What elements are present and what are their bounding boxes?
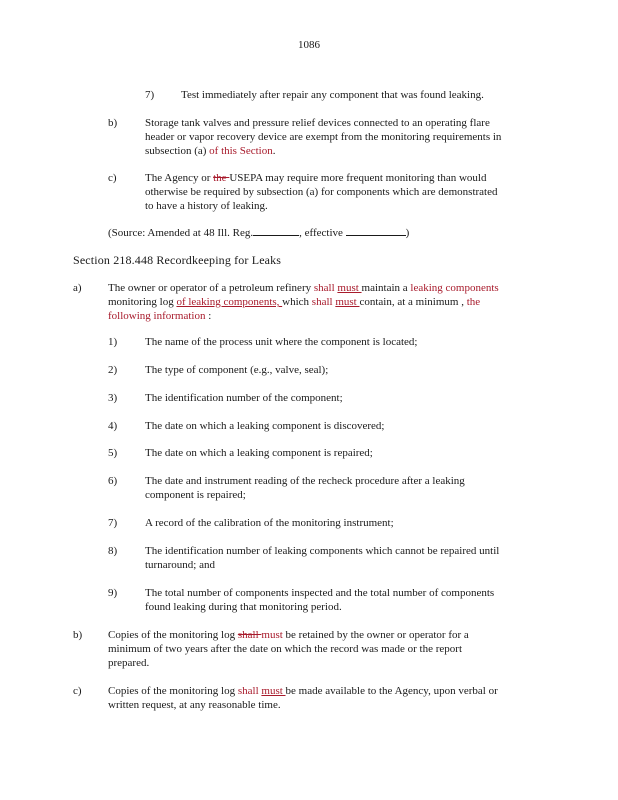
text-line — [108, 628, 469, 642]
text-run: maintain a — [361, 282, 411, 294]
text-line — [108, 281, 499, 295]
list-item-number: 4) — [108, 420, 118, 432]
text-run: ) — [405, 227, 410, 239]
inserted-text: shall — [311, 296, 333, 308]
list-item-text: A record of the calibration of the monitoring instrument; — [145, 517, 394, 529]
text-run: contain, at a minimum — [359, 296, 459, 308]
list-item-number: 3) — [108, 392, 118, 404]
list-item-number: 1) — [108, 336, 118, 348]
subsection-label: a) — [73, 282, 82, 294]
list-item-text — [145, 544, 499, 572]
text-run: The owner or operator of a petroleum refinery — [108, 282, 314, 294]
text-line: otherwise be required by subsection (a) for components which are demonstrated — [145, 186, 498, 198]
inserted-text: shall — [237, 685, 259, 697]
list-item-text — [145, 586, 494, 614]
text-line — [108, 295, 499, 309]
subsection-b-text — [145, 116, 501, 158]
blank-field — [346, 225, 406, 236]
text-line — [145, 144, 501, 158]
inserted-text: following information — [108, 310, 206, 322]
text-run: which — [282, 296, 312, 308]
page-number: 1086 — [298, 39, 320, 51]
text-line: written request, at any reasonable time. — [108, 699, 281, 711]
text-line — [108, 309, 499, 323]
inserted-text: must — [335, 296, 360, 308]
text-run: Copies of the monitoring log — [108, 629, 238, 641]
inserted-text: of this Section — [206, 145, 273, 157]
subsection-c-availability-text — [108, 684, 498, 712]
list-item-text: The identification number of the component; — [145, 392, 343, 404]
text-line — [145, 171, 498, 185]
text-run: The Agency or — [145, 172, 214, 184]
text-run: , effective — [299, 227, 343, 239]
subsection-label: c) — [73, 685, 82, 697]
text-line: component is repaired; — [145, 489, 246, 501]
list-item-text — [145, 474, 465, 502]
section-heading: Section 218.448 Recordkeeping for Leaks — [73, 253, 282, 267]
inserted-text: leaking components — [410, 282, 499, 294]
list-item-text: The type of component (e.g., valve, seal); — [145, 364, 329, 376]
deleted-text: shall — [237, 629, 262, 641]
text-line: Storage tank valves and pressure relief devices connected to an operating flare — [145, 117, 490, 129]
text-line: to have a history of leaking. — [145, 200, 268, 212]
list-item-number: 8) — [108, 545, 118, 557]
list-item-number: 6) — [108, 475, 118, 487]
text-run: : — [205, 310, 212, 322]
text-line — [108, 684, 498, 698]
inserted-text: of leaking components, — [176, 296, 283, 308]
text-line: The total number of components inspected and the total number of components — [145, 587, 495, 599]
list-item-text: The date on which a leaking component is repaired; — [145, 447, 373, 459]
deleted-text: the — [213, 172, 230, 184]
subsection-b-retention-text — [108, 628, 469, 670]
list-item-number: 7) — [145, 89, 155, 101]
list-item-number: 2) — [108, 364, 118, 376]
text-run: (Source: Amended at 48 Ill. Reg. — [108, 227, 254, 239]
inserted-text: must — [261, 629, 283, 641]
inserted-text: must — [261, 685, 286, 697]
inserted-text: shall — [313, 282, 335, 294]
text-run: Copies of the monitoring log — [108, 685, 238, 697]
text-run: . — [272, 145, 276, 157]
subsection-c-text — [145, 171, 498, 213]
text-line: The date and instrument reading of the recheck procedure after a leaking — [145, 475, 465, 487]
subsection-label: b) — [108, 117, 118, 129]
text-run: USEPA may require more frequent monitoring than would — [229, 172, 487, 184]
list-item-text: Test immediately after repair any component that was found leaking. — [181, 89, 484, 101]
text-run: monitoring log — [108, 296, 177, 308]
blank-field — [253, 225, 299, 236]
text-line: minimum of two years after the date on which the record was made or the report — [108, 643, 463, 655]
text-run: , — [458, 296, 467, 308]
subsection-a-text — [108, 281, 499, 323]
inserted-text: must — [337, 282, 362, 294]
subsection-label: c) — [108, 172, 117, 184]
list-item-text: The name of the process unit where the component is located; — [145, 336, 418, 348]
text-line: prepared. — [108, 657, 150, 669]
text-line: turnaround; and — [145, 559, 215, 571]
source-note — [108, 225, 409, 240]
text-line: The identification number of leaking components which cannot be repaired until — [145, 545, 500, 557]
inserted-text: the — [466, 296, 481, 308]
text-line: found leaking during that monitoring period. — [145, 601, 342, 613]
subsection-label: b) — [73, 629, 83, 641]
text-run: be made available to the Agency, upon verbal or — [285, 685, 498, 697]
list-item-number: 9) — [108, 587, 118, 599]
text-line: header or vapor recovery device are exempt from the monitoring requirements in — [145, 131, 502, 143]
text-run: subsection (a) — [145, 145, 207, 157]
list-item-text: The date on which a leaking component is discovered; — [145, 420, 385, 432]
list-item-number: 7) — [108, 517, 118, 529]
list-item-number: 5) — [108, 447, 118, 459]
text-run: be retained by the owner or operator for a — [282, 629, 469, 641]
